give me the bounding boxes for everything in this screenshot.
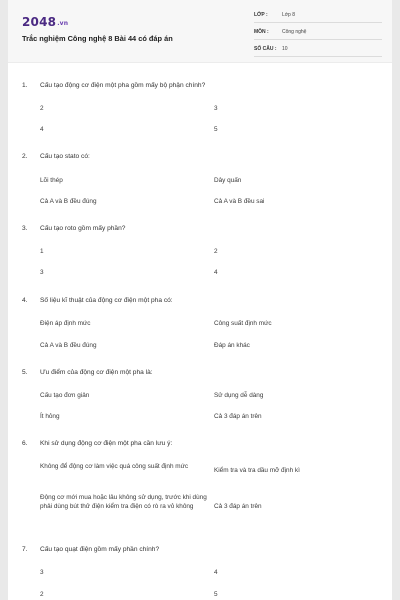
option-c[interactable]: Cả A và B đều đúng xyxy=(40,198,97,205)
meta-value: 10 xyxy=(282,46,288,52)
worksheet-title: Trắc nghiệm Công nghệ 8 Bài 44 có đáp án xyxy=(22,34,173,43)
meta-value: Lớp 8 xyxy=(282,12,296,18)
option-b[interactable]: Công suất định mức xyxy=(214,320,272,327)
question-text: Cấu tạo động cơ điện một pha gồm mấy bộ phận chính? xyxy=(40,82,206,89)
question-number: 2. xyxy=(22,153,28,160)
option-d[interactable]: Cả 3 đáp án trên xyxy=(214,413,262,420)
worksheet-header xyxy=(8,0,392,63)
option-d[interactable]: Đáp án khác xyxy=(214,342,250,349)
option-b[interactable]: 2 xyxy=(214,248,218,255)
worksheet-page xyxy=(8,0,392,600)
question-stem xyxy=(22,369,153,376)
option-c[interactable]: Động cơ mới mua hoặc lâu không sử dụng, trước khi dùng phải dùng bút thử điện kiểm tra điện có rò ra vỏ không xyxy=(40,494,207,510)
option-a[interactable]: Điện áp định mức xyxy=(40,320,91,327)
question-number: 5. xyxy=(22,369,28,376)
question-stem xyxy=(22,153,90,160)
option-a[interactable]: Không để động cơ làm việc quá công suất định mức xyxy=(40,463,189,470)
option-a[interactable]: 3 xyxy=(40,569,44,576)
option-a[interactable]: Lõi thép xyxy=(40,177,63,184)
logo-text: 2048 xyxy=(22,15,57,29)
question-number: 4. xyxy=(22,297,28,304)
option-c[interactable]: 4 xyxy=(40,126,44,133)
meta-key: LỚP : xyxy=(254,12,268,18)
option-b[interactable]: 3 xyxy=(214,105,218,112)
option-d[interactable]: 5 xyxy=(214,591,218,598)
meta-row-class xyxy=(254,8,382,23)
option-a[interactable]: 2 xyxy=(40,105,44,112)
meta-key: SỐ CÂU : xyxy=(254,46,277,52)
option-d[interactable]: Cả 3 đáp án trên xyxy=(214,503,262,510)
option-a[interactable]: Cấu tạo đơn giản xyxy=(40,392,90,399)
question-stem xyxy=(22,546,159,553)
question-number: 7. xyxy=(22,546,28,553)
option-b[interactable]: 4 xyxy=(214,569,218,576)
question-text: Số liệu kĩ thuật của động cơ điện một pha có: xyxy=(40,297,173,304)
question-number: 3. xyxy=(22,225,28,232)
meta-row-subject xyxy=(254,25,382,40)
question-number: 6. xyxy=(22,440,28,447)
meta-key: MÔN : xyxy=(254,29,269,35)
option-c[interactable]: 2 xyxy=(40,591,44,598)
worksheet-meta xyxy=(254,8,382,59)
option-d[interactable]: 5 xyxy=(214,126,218,133)
question-stem xyxy=(22,225,125,232)
meta-value: Công nghệ xyxy=(282,29,307,35)
logo-suffix: .vn xyxy=(57,20,69,27)
option-b[interactable]: Sử dụng dễ dàng xyxy=(214,392,264,399)
question-stem xyxy=(22,440,172,447)
option-b[interactable]: Dây quấn xyxy=(214,177,242,184)
question-text: Cấu tạo stato có: xyxy=(40,153,90,160)
option-d[interactable]: Cả A và B đều sai xyxy=(214,198,265,205)
question-text: Khi sử dụng động cơ điện một pha cần lưu ý: xyxy=(40,440,173,447)
option-a[interactable]: 1 xyxy=(40,248,44,255)
question-text: Ưu điểm của động cơ điện một pha là: xyxy=(40,369,153,376)
question-stem xyxy=(22,82,205,89)
option-c[interactable]: Ít hỏng xyxy=(40,413,60,420)
question-number: 1. xyxy=(22,82,28,89)
question-text: Cấu tạo quạt điện gồm mấy phần chính? xyxy=(40,546,160,553)
option-b[interactable]: Kiểm tra và tra dầu mỡ định kì xyxy=(214,467,300,474)
site-logo[interactable] xyxy=(22,15,68,29)
option-c[interactable]: 3 xyxy=(40,269,44,276)
option-c[interactable]: Cả A và B đều đúng xyxy=(40,342,97,349)
meta-row-question-count xyxy=(254,42,382,57)
question-text: Cấu tạo roto gồm mấy phần? xyxy=(40,225,126,232)
option-d[interactable]: 4 xyxy=(214,269,218,276)
question-stem xyxy=(22,297,173,304)
